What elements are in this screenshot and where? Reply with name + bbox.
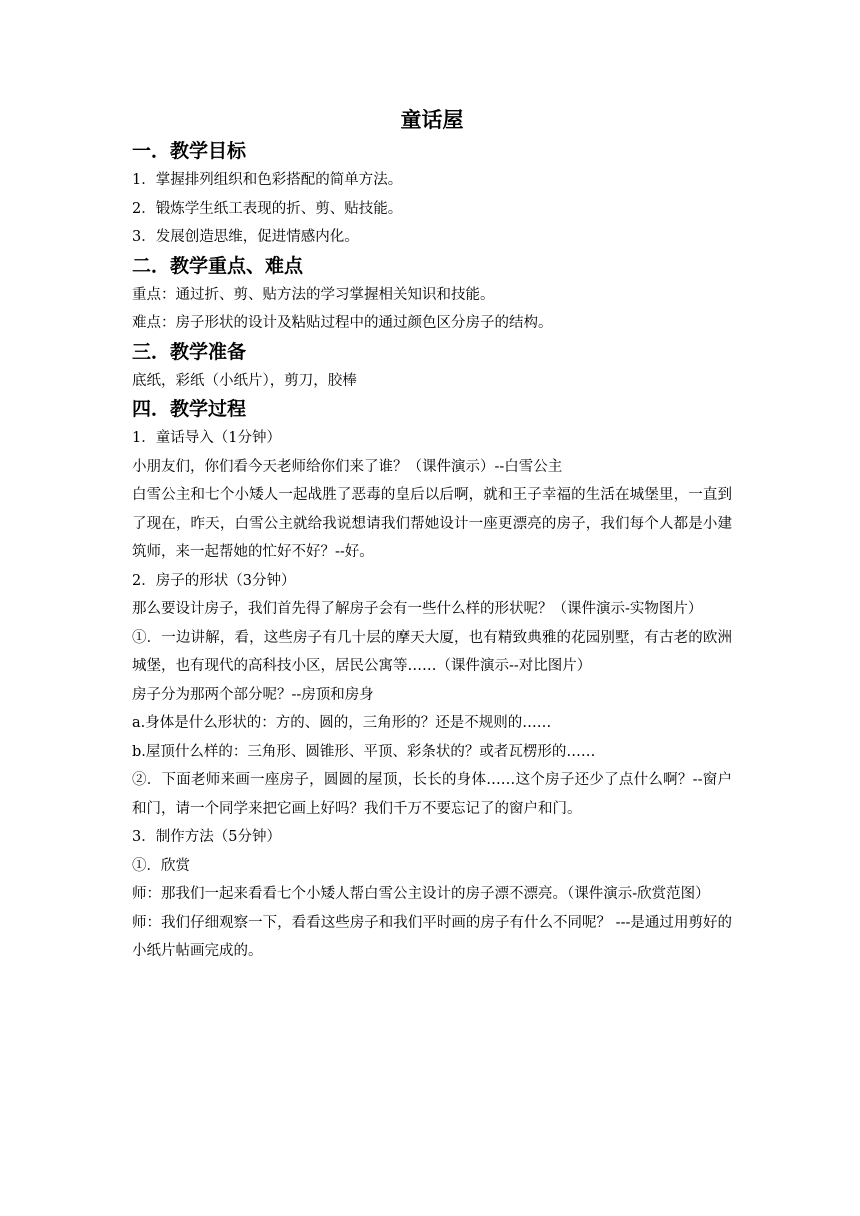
process-subheading: 1．童话导入（1分钟）	[132, 430, 281, 446]
section-heading-preparation: 三．教学准备	[132, 340, 247, 363]
objective-item: 2．锻炼学生纸工表现的折、剪、贴技能。	[132, 200, 403, 217]
objective-item: 3．发展创造思维，促进情感内化。	[132, 229, 359, 245]
process-list-item: a.身体是什么形状的：方的、圆的，三角形的？还是不规则的……	[132, 715, 552, 731]
process-paragraph: 那么要设计房子，我们首先得了解房子会有一些什么样的形状呢？（课件演示-实物图片）	[132, 601, 703, 617]
difficulty-line: 难点：房子形状的设计及粘贴过程中的通过颜色区分房子的结构。	[132, 315, 553, 331]
section-heading-process: 四．教学过程	[132, 398, 247, 420]
process-subheading: ①．欣赏	[132, 857, 190, 874]
document-title: 童话屋	[400, 108, 464, 132]
process-paragraph: 白雪公主和七个小矮人一起战胜了恶毒的皇后以后啊，就和王子幸福的生活在城堡里，一直到了现在，昨天，白雪公主就给我说想请我们帮她设计一座更漂亮的房子，我们每个人都是小建筑师，来一起帮她的忙好不好？--好。	[132, 487, 732, 560]
process-paragraph: 师：我们仔细观察一下，看看这些房子和我们平时画的房子有什么不同呢？ ---是通过用剪好的小纸片帖画完成的。	[132, 914, 732, 959]
process-subheading: 2．房子的形状（3分钟）	[132, 572, 296, 589]
process-paragraph: ①．一边讲解，看，这些房子有几十层的摩天大厦，也有精致典雅的花园别墅，有古老的欧洲城堡，也有现代的高科技小区，居民公寓等……（课件演示--对比图片）	[132, 629, 732, 674]
document-page	[132, 103, 732, 966]
process-paragraph: 小朋友们，你们看今天老师给你们来了谁？（课件演示）--白雪公主	[132, 458, 563, 475]
process-subheading: 3．制作方法（5分钟）	[132, 829, 281, 845]
objective-item: 1．掌握排列组织和色彩搭配的简单方法。	[132, 172, 403, 188]
section-heading-objectives: 一．教学目标	[132, 140, 247, 162]
process-paragraph: ②．下面老师来画一座房子，圆圆的屋顶，长长的身体……这个房子还少了点什么啊？--窗户和门，请一个同学来把它画上好吗？我们千万不要忘记了的窗户和门。	[132, 772, 732, 817]
process-paragraph: 师：那我们一起来看看七个小矮人帮白雪公主设计的房子漂不漂亮。（课件演示-欣赏范图）	[132, 886, 710, 902]
section-heading-key-points: 二．教学重点、难点	[132, 254, 304, 277]
key-point-line: 重点：通过折、剪、贴方法的学习掌握相关知识和技能。	[132, 286, 495, 303]
process-list-item: b.屋顶什么样的：三角形、圆锥形、平顶、彩条状的？或者瓦楞形的……	[132, 743, 596, 760]
process-paragraph: 房子分为那两个部分呢？--房顶和房身	[132, 686, 374, 703]
materials-line: 底纸，彩纸（小纸片），剪刀，胶棒	[132, 372, 357, 389]
